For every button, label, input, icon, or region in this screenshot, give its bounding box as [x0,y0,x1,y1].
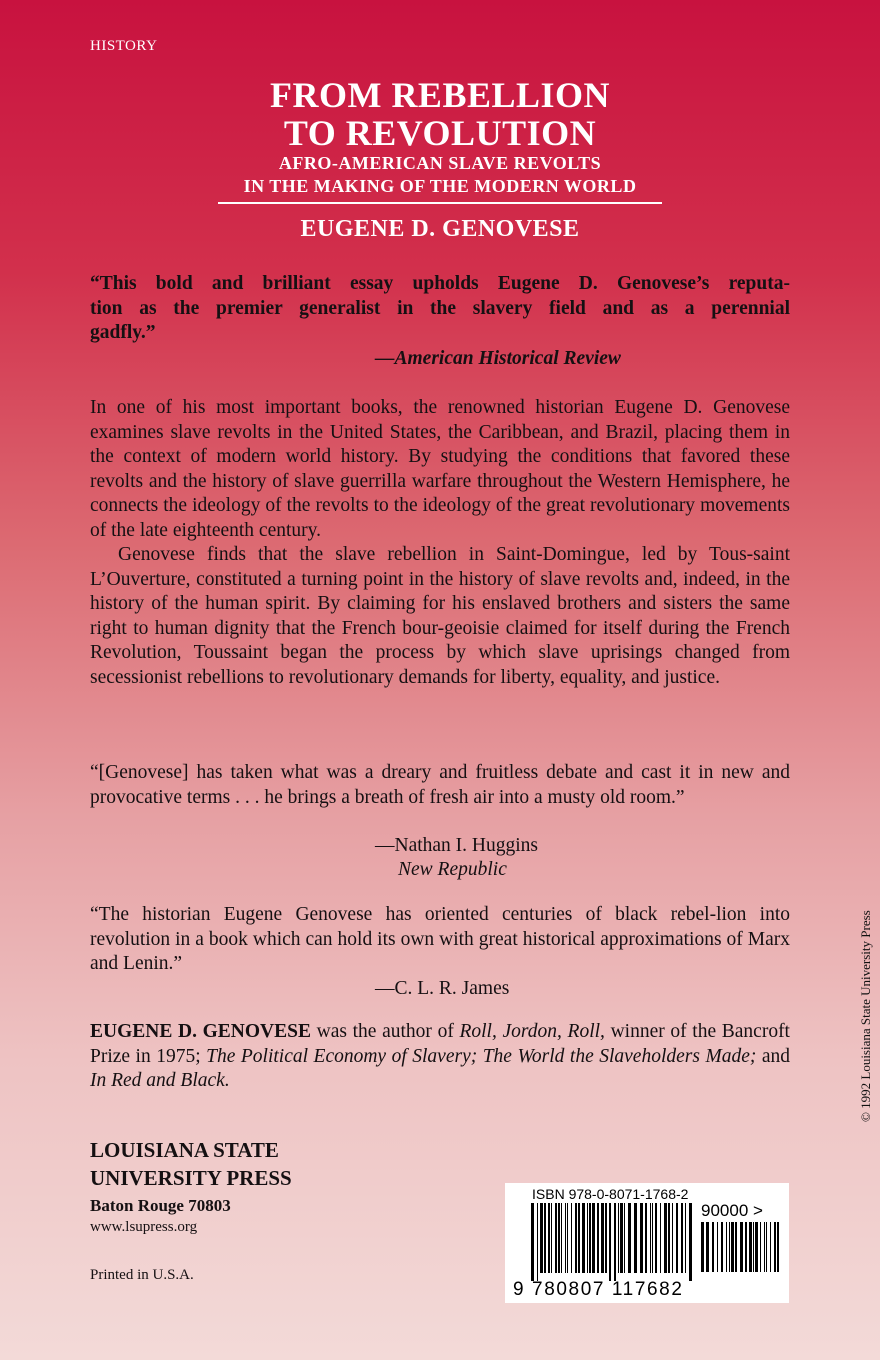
author-bio [90,1020,790,1094]
james-attribution: —C. L. R. James [375,978,510,999]
barcode-ean-digits: 9 780807 117682 [513,1279,684,1300]
huggins-quote: “[Genovese] has taken what was a dreary and fruitless debate and cast it in new and provocative terms . . . he brings a breath of fresh air into a musty old room.” [90,762,790,808]
subtitle-line-1: AFRO-AMERICAN SLAVE REVOLTS [278,153,602,173]
title-divider [218,202,662,204]
printed-in: Printed in U.S.A. [90,1267,194,1283]
author-bio-text-3: and [756,1045,790,1067]
review-quote-line-1: “This bold and brilliant essay upholds Eugene D. Genovese’s reputa- [90,273,790,294]
barcode-addon-bars-icon [701,1222,781,1280]
author-bio-name: EUGENE D. GENOVESE [90,1021,311,1042]
publisher-website: www.lsupress.org [90,1219,198,1235]
title-line-1: FROM REBELLION [269,75,611,115]
description-paragraph-1: In one of his most important books, the renowned historian Eugene D. Genovese examines slave revolts in the United States, the Caribbean, and Brazil, placing them in the context of modern world history. By studying the conditions that favored these revolts and the history of slave guerrilla warfare throughout the Western Hemisphere, he connects the ideology of the revolts to the ideology of the great revolutionary movements of the late eighteenth century. [90,397,790,541]
review-quote-line-3: gadfly.” [90,322,156,343]
publisher-block [90,1136,292,1220]
title-line-2: TO REVOLUTION [283,113,597,153]
author-bio-book-1: Roll, Jordon, Roll, [459,1021,605,1042]
james-quote: “The historian Eugene Genovese has oriented centuries of black rebel-lion into revolution in a book which can hold its own with great historical approximations of Marx and Lenin.” [90,904,790,974]
huggins-attribution: —Nathan I. Huggins [375,835,539,856]
barcode-isbn: ISBN 978-0-8071-1768-2 [532,1186,689,1202]
review-quote [90,272,790,346]
publisher-line-2: UNIVERSITY PRESS [90,1166,292,1190]
review-quote-line-2: tion as the premier generalist in the slavery field and as a perennial [90,297,790,319]
barcode-price-code: 90000 > [701,1201,763,1220]
category-label: HISTORY [90,38,158,54]
publisher-line-1: LOUISIANA STATE [90,1138,279,1162]
author-bio-text-2: winner of the Bancroft Prize in 1975; [90,1021,790,1067]
author-bio-text-1: was the author of [310,1021,460,1042]
author-bio-book-3: In Red and Black. [90,1070,230,1091]
author-bio-book-2: The Political Economy of Slavery; The World the Slaveholders Made; [206,1045,757,1067]
review-quote-attribution: —American Historical Review [375,348,621,369]
huggins-source: New Republic [398,859,507,880]
publisher-city: Baton Rouge 70803 [90,1196,231,1215]
author-name: EUGENE D. GENOVESE [300,216,580,242]
description-paragraph-2: Genovese finds that the slave rebellion in Saint-Domingue, led by Tous-saint L’Ouverture, constituted a turning point in the history of slave revolts and, indeed, in the history of the human spirit. By claiming for his enslaved brothers and sisters the same right to human dignity that the French bour-geoisie claimed for itself during the French Revolution, Toussaint began the process by which slave uprisings changed from secessionist rebellions to revolutionary demands for liberty, equality, and justice. [90,544,790,688]
barcode-box [505,1183,789,1303]
title-block [0,76,880,243]
copyright-notice: © 1992 Louisiana State University Press [858,910,873,1122]
barcode-bars-icon [531,1203,693,1281]
description [90,396,790,690]
subtitle-line-2: IN THE MAKING OF THE MODERN WORLD [243,176,637,196]
